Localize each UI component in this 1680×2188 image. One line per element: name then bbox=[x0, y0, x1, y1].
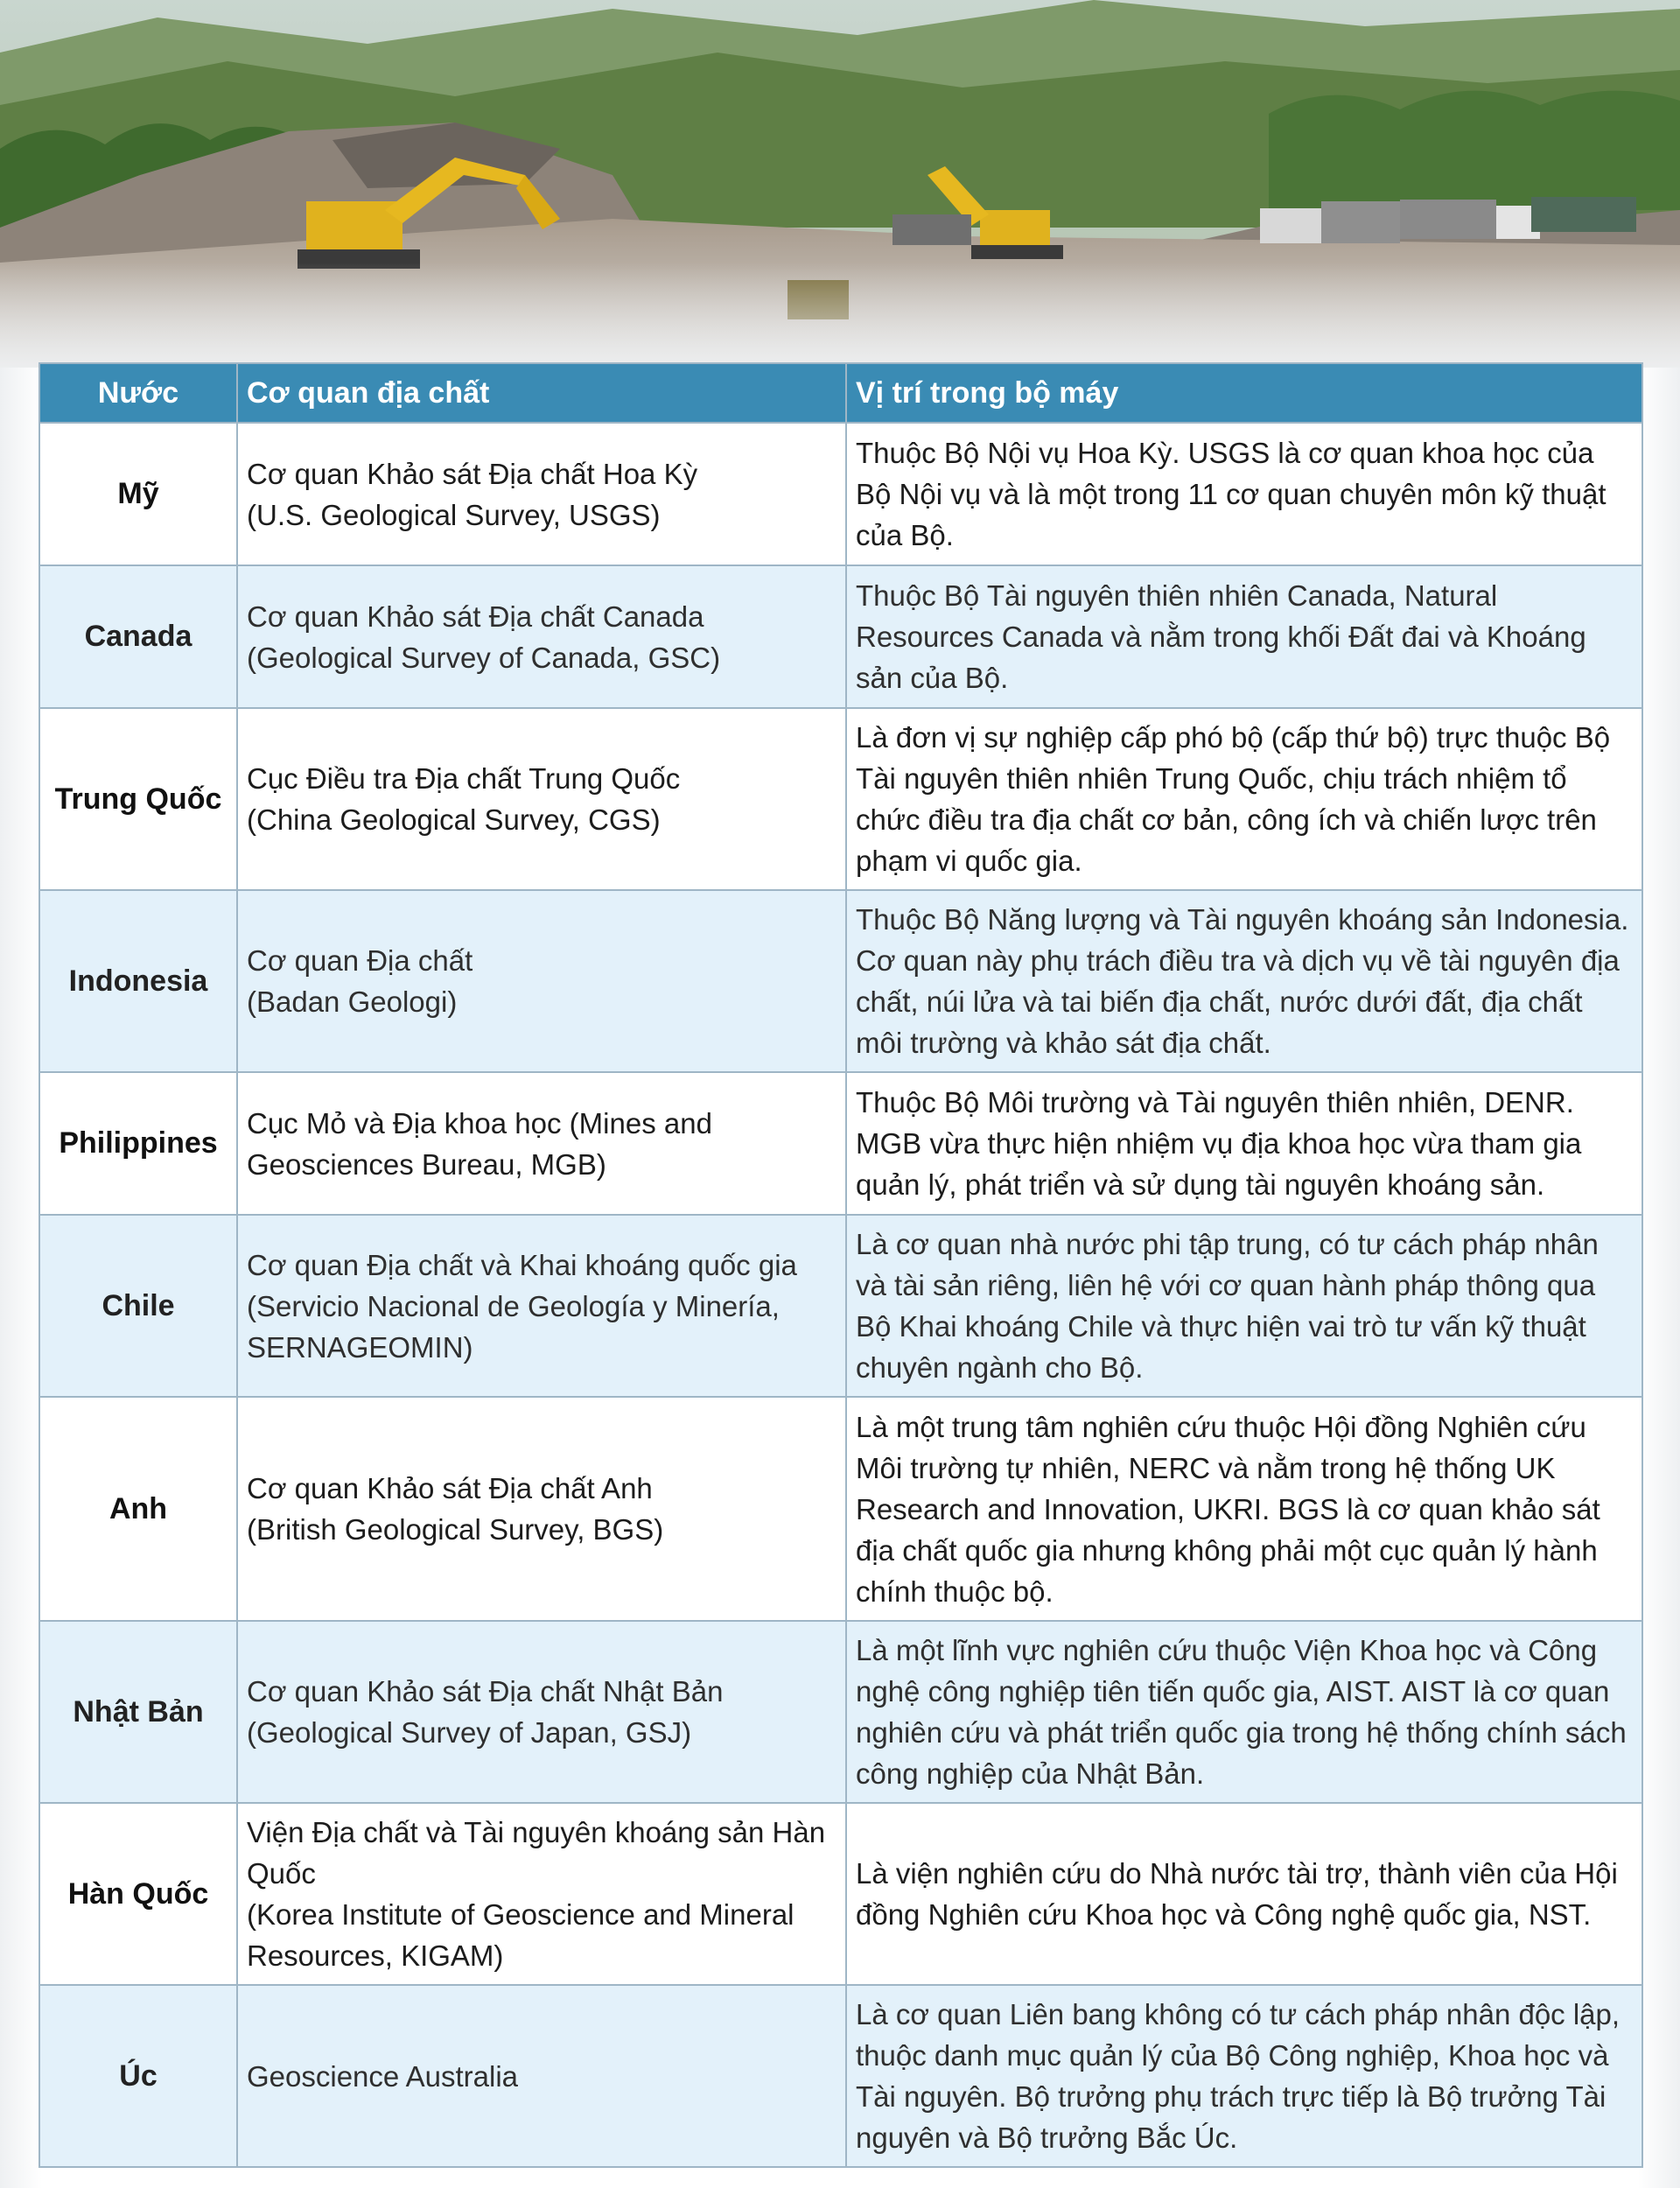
position-cell: Thuộc Bộ Môi trường và Tài nguyên thiên nhiên, DENR. MGB vừa thực hiện nhiệm vụ địa khoa học vừa tham gia quản lý, phát triển và sử dụng tài nguyên khoáng sản. bbox=[846, 1072, 1642, 1215]
country-cell: Canada bbox=[39, 565, 237, 708]
position-cell: Là đơn vị sự nghiệp cấp phó bộ (cấp thứ bộ) trực thuộc Bộ Tài nguyên thiên nhiên Trung Quốc, chịu trách nhiệm tổ chức điều tra địa chất cơ bản, công ích và chiến lược trên phạm vi quốc gia. bbox=[846, 708, 1642, 890]
right-edge-shade bbox=[1638, 368, 1680, 2188]
table-row-australia bbox=[39, 1985, 1642, 2167]
table-header-row bbox=[39, 363, 1642, 423]
position-cell: Thuộc Bộ Tài nguyên thiên nhiên Canada, Natural Resources Canada và nằm trong khối Đất đai và Khoáng sản của Bộ. bbox=[846, 565, 1642, 708]
agency-cell: Cơ quan Khảo sát Địa chất Hoa Kỳ (U.S. Geological Survey, USGS) bbox=[237, 423, 846, 565]
country-cell: Trung Quốc bbox=[39, 708, 237, 890]
country-cell: Chile bbox=[39, 1215, 237, 1397]
table-row-usa bbox=[39, 423, 1642, 565]
agency-cell: Cơ quan Khảo sát Địa chất Anh (British Geological Survey, BGS) bbox=[237, 1397, 846, 1621]
table-row-china bbox=[39, 708, 1642, 890]
agency-cell: Cục Điều tra Địa chất Trung Quốc (China Geological Survey, CGS) bbox=[237, 708, 846, 890]
position-cell: Là cơ quan nhà nước phi tập trung, có tư cách pháp nhân và tài sản riêng, liên hệ với cơ quan hành pháp thông qua Bộ Khai khoáng Chile và thực hiện vai trò tư vấn kỹ thuật chuyên ngành cho Bộ. bbox=[846, 1215, 1642, 1397]
position-cell: Là cơ quan Liên bang không có tư cách pháp nhân độc lập, thuộc danh mục quản lý của Bộ Công nghiệp, Khoa học và Tài nguyên. Bộ trưởng phụ trách trực tiếp là Bộ trưởng Tài nguyên và Bộ trưởng Bắc Úc. bbox=[846, 1985, 1642, 2167]
position-cell: Là viện nghiên cứu do Nhà nước tài trợ, thành viên của Hội đồng Nghiên cứu Khoa học và Công nghệ quốc gia, NST. bbox=[846, 1803, 1642, 1985]
country-cell: Úc bbox=[39, 1985, 237, 2167]
geological-agencies-table bbox=[38, 362, 1643, 2168]
header-agency: Cơ quan địa chất bbox=[237, 363, 846, 423]
agency-cell: Cơ quan Địa chất và Khai khoáng quốc gia (Servicio Nacional de Geología y Minería, SERNAGEOMIN) bbox=[237, 1215, 846, 1397]
header-position: Vị trí trong bộ máy bbox=[846, 363, 1642, 423]
table-row-philippines bbox=[39, 1072, 1642, 1215]
country-cell: Mỹ bbox=[39, 423, 237, 565]
agency-cell: Cơ quan Khảo sát Địa chất Canada (Geological Survey of Canada, GSC) bbox=[237, 565, 846, 708]
agency-cell: Cơ quan Khảo sát Địa chất Nhật Bản (Geological Survey of Japan, GSJ) bbox=[237, 1621, 846, 1803]
position-cell: Là một trung tâm nghiên cứu thuộc Hội đồng Nghiên cứu Môi trường tự nhiên, NERC và nằm trong hệ thống UK Research and Innovation, UKRI. BGS là cơ quan khảo sát địa chất quốc gia nhưng không phải một cục quản lý hành chính thuộc bộ. bbox=[846, 1397, 1642, 1621]
geological-agencies-table-container bbox=[38, 362, 1642, 2168]
banner-fade bbox=[0, 263, 1680, 368]
position-cell: Thuộc Bộ Nội vụ Hoa Kỳ. USGS là cơ quan khoa học của Bộ Nội vụ và là một trong 11 cơ quan chuyên môn kỹ thuật của Bộ. bbox=[846, 423, 1642, 565]
country-cell: Philippines bbox=[39, 1072, 237, 1215]
country-cell: Nhật Bản bbox=[39, 1621, 237, 1803]
header-country: Nước bbox=[39, 363, 237, 423]
country-cell: Hàn Quốc bbox=[39, 1803, 237, 1985]
country-cell: Indonesia bbox=[39, 890, 237, 1072]
agency-cell: Geoscience Australia bbox=[237, 1985, 846, 2167]
country-cell: Anh bbox=[39, 1397, 237, 1621]
table-row-chile bbox=[39, 1215, 1642, 1397]
agency-cell: Cơ quan Địa chất (Badan Geologi) bbox=[237, 890, 846, 1072]
agency-cell: Viện Địa chất và Tài nguyên khoáng sản Hàn Quốc (Korea Institute of Geoscience and Mineral Resources, KIGAM) bbox=[237, 1803, 846, 1985]
table-row-indonesia bbox=[39, 890, 1642, 1072]
table-row-japan bbox=[39, 1621, 1642, 1803]
table-row-canada bbox=[39, 565, 1642, 708]
table-row-uk bbox=[39, 1397, 1642, 1621]
agency-cell: Cục Mỏ và Địa khoa học (Mines and Geosciences Bureau, MGB) bbox=[237, 1072, 846, 1215]
left-edge-shade bbox=[0, 368, 42, 2188]
header-photo-mine-site bbox=[0, 0, 1680, 368]
table-row-korea bbox=[39, 1803, 1642, 1985]
position-cell: Thuộc Bộ Năng lượng và Tài nguyên khoáng sản Indonesia. Cơ quan này phụ trách điều tra và dịch vụ về tài nguyên địa chất, núi lửa và tai biến địa chất, nước dưới đất, địa chất môi trường và khảo sát địa chất. bbox=[846, 890, 1642, 1072]
position-cell: Là một lĩnh vực nghiên cứu thuộc Viện Khoa học và Công nghệ công nghiệp tiên tiến quốc gia, AIST. AIST là cơ quan nghiên cứu và phát triển quốc gia trong hệ thống chính sách công nghiệp của Nhật Bản. bbox=[846, 1621, 1642, 1803]
